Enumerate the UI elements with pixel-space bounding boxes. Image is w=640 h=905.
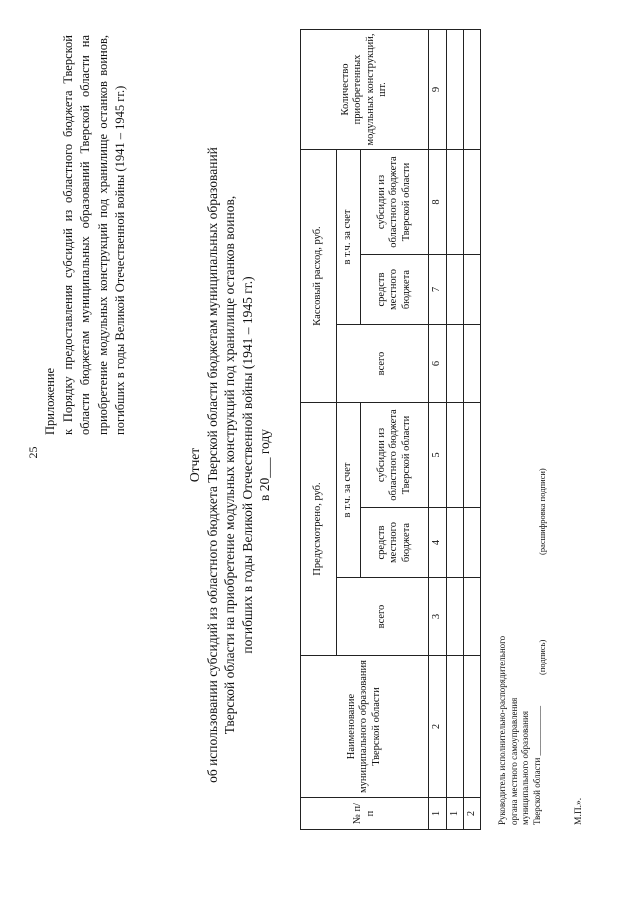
header-planned-local: средств местного бюджета bbox=[361, 508, 429, 578]
col-number: 3 bbox=[429, 578, 447, 656]
appendix-text: к Порядку предоставления субсидий из областного бюджета Тверской области бюджетам муниципальных образований Тверской области на приобретение модульных конструкций под хранилище останков воинов, погибших в годы Великой Отечественной войны (1941 – 1945 гг.) bbox=[60, 35, 127, 435]
header-planned-total: всего bbox=[337, 578, 429, 656]
appendix-block bbox=[42, 35, 130, 435]
stamp-label: М.П.». bbox=[574, 797, 584, 825]
column-number-row bbox=[429, 29, 447, 829]
col-number: 7 bbox=[429, 255, 447, 325]
col-number: 6 bbox=[429, 325, 447, 403]
report-subtitle-1: об использовании субсидий из областного бюджета Тверской области бюджетам муниципальных образований bbox=[204, 147, 220, 783]
col-number: 2 bbox=[429, 656, 447, 798]
signature-line-2: органа местного самоуправления bbox=[508, 697, 519, 825]
table-cell bbox=[447, 149, 464, 254]
col-number: 9 bbox=[429, 29, 447, 149]
header-spent: Кассовый расход, руб. bbox=[301, 149, 337, 402]
col-number: 4 bbox=[429, 508, 447, 578]
col-number: 1 bbox=[429, 798, 447, 830]
table-cell bbox=[464, 578, 481, 656]
table-cell bbox=[447, 325, 464, 403]
table-row bbox=[447, 29, 464, 829]
decode-label: (расшифровка подписи) bbox=[537, 468, 547, 555]
table-cell bbox=[464, 508, 481, 578]
signature-line-3: муниципального образования bbox=[520, 711, 530, 825]
report-table bbox=[300, 29, 481, 830]
col-number: 5 bbox=[429, 403, 447, 508]
header-planned: Предусмотрено, руб. bbox=[301, 403, 337, 656]
header-count: Количество приобретенных модульных конструкций, шт. bbox=[301, 29, 429, 149]
report-title-block bbox=[186, 145, 274, 785]
col-number: 8 bbox=[429, 149, 447, 254]
header-spent-regional: субсидии из областного бюджета Тверской области bbox=[361, 149, 429, 254]
signature-line-1: Руководитель исполнительно-распорядительного bbox=[497, 635, 507, 825]
appendix-heading: Приложение bbox=[43, 367, 57, 435]
page-number: 25 bbox=[26, 446, 40, 459]
header-name: Наименование муниципального образования Тверской области bbox=[301, 656, 429, 798]
table-cell: 1 bbox=[447, 798, 464, 830]
table-cell bbox=[464, 656, 481, 798]
report-year-line: в 20___ году bbox=[257, 428, 272, 502]
header-planned-regional: субсидии из областного бюджета Тверской области bbox=[361, 403, 429, 508]
table-cell: 2 bbox=[464, 798, 481, 830]
table-cell bbox=[464, 403, 481, 508]
table-cell bbox=[464, 29, 481, 149]
table-cell bbox=[447, 29, 464, 149]
table-cell bbox=[464, 325, 481, 403]
table-cell bbox=[447, 403, 464, 508]
header-planned-incl: в т.ч. за счет bbox=[337, 403, 361, 578]
table-cell bbox=[447, 578, 464, 656]
table-row bbox=[464, 29, 481, 829]
report-subtitle-3: погибших в годы Великой Отечественной войны (1941 – 1945 гг.) bbox=[239, 276, 255, 654]
table-cell bbox=[447, 656, 464, 798]
table-cell bbox=[464, 255, 481, 325]
signature-line-4: Тверской области ___________ bbox=[531, 705, 542, 825]
table-cell bbox=[447, 255, 464, 325]
header-num: № п/п bbox=[301, 798, 429, 830]
sign-label: (подпись) bbox=[537, 639, 547, 675]
header-spent-incl: в т.ч. за счет bbox=[337, 149, 361, 324]
report-title: Отчет bbox=[187, 447, 202, 483]
header-spent-total: всего bbox=[337, 325, 429, 403]
report-subtitle-2: Тверской области на приобретение модульных конструкций под хранилище останков воинов, bbox=[222, 195, 237, 735]
table-cell bbox=[447, 508, 464, 578]
table-cell bbox=[464, 149, 481, 254]
header-spent-local: средств местного бюджета bbox=[361, 255, 429, 325]
